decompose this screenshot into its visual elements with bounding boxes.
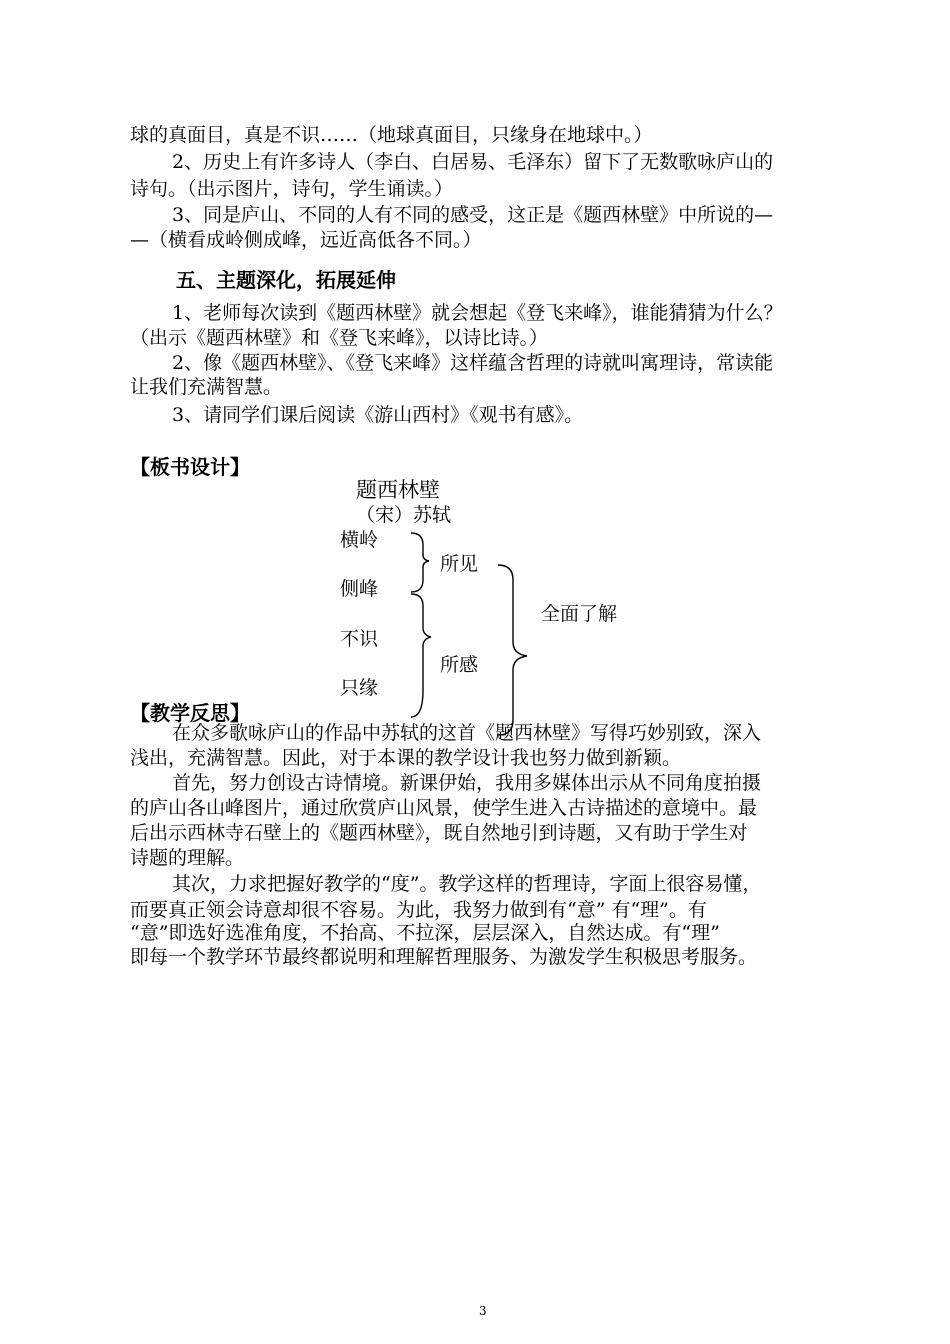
body-line: （出示《题西林壁》和《登飞来峰》，以诗比诗。） [130,327,549,349]
section-heading: 五、主题深化，拓展延伸 [176,268,396,292]
board-left-item: 不识 [340,628,379,650]
body-line: “意”即选好选准角度，不抬高、不拉深，层层深入，自然达成。有“理” [130,922,720,944]
brace-lower [411,594,431,717]
brace-upper [411,533,429,592]
board-heading: 【板书设计】 [130,455,250,479]
body-line: 其次，力求把握好教学的“度”。教学这样的哲理诗，字面上很容易懂， [172,873,762,895]
body-line: 球的真面目，真是不识……（地球真面目，只缘身在地球中。） [130,124,653,146]
body-line: 2、像《题西林壁》、《登飞来峰》这样蕴含哲理的诗就叫寓理诗，常读能 [172,352,774,374]
board-right-item: 全面了解 [541,603,618,625]
board-left-item: 横岭 [340,529,379,551]
board-mid-item: 所感 [440,654,479,676]
board-mid-item: 所见 [440,553,479,575]
reflection-heading: 【教学反思】 [130,701,250,725]
body-line: 3、同是庐山、不同的人有不同的感受，这正是《题西林壁》中所说的— [172,204,774,226]
body-line: 3、请同学们课后阅读《游山西村》《观书有感》。 [172,404,584,426]
body-line: 而要真正领会诗意却很不容易。为此，我努力做到有“意” 有“理”。有 [130,899,707,921]
body-line: 2、历史上有许多诗人（李白、白居易、毛泽东）留下了无数歌咏庐山的 [172,151,774,173]
body-line: 即每一个教学环节最终都说明和理解哲理服务、为激发学生积极思考服务。 [130,946,758,968]
board-left-item: 只缘 [340,677,379,699]
body-line: —（横看成岭侧成峰，远近高低各不同。） [130,229,482,251]
board-left-item: 侧峰 [340,578,379,600]
body-line: 后出示西林寺石壁上的《题西林壁》，既自然地引到诗题，又有助于学生对 [130,822,748,844]
brace-large [498,565,527,735]
board-title: 题西林壁 [356,478,440,502]
body-line: 的庐山各山峰图片，通过欣赏庐山风景，使学生进入古诗描述的意境中。最 [130,797,758,819]
board-author: （宋）苏轼 [356,504,452,526]
body-line: 首先，努力创设古诗情境。新课伊始，我用多媒体出示从不同角度拍摄 [172,772,762,794]
page-number: 3 [479,1304,487,1318]
body-line: 1、老师每次读到《题西林壁》就会想起《登飞来峰》，谁能猜猜为什么？ [172,302,783,324]
body-line: 浅出，充满智慧。因此，对于本课的教学设计我也努力做到新颖。 [130,747,682,769]
body-line: 诗题的理解。 [130,847,245,869]
body-line: 让我们充满智慧。 [130,376,283,398]
body-line: 诗句。（出示图片，诗句，学生诵读。） [130,178,454,200]
body-line: 在众多歌咏庐山的作品中苏轼的这首《题西林壁》写得巧妙别致，深入 [172,722,762,744]
